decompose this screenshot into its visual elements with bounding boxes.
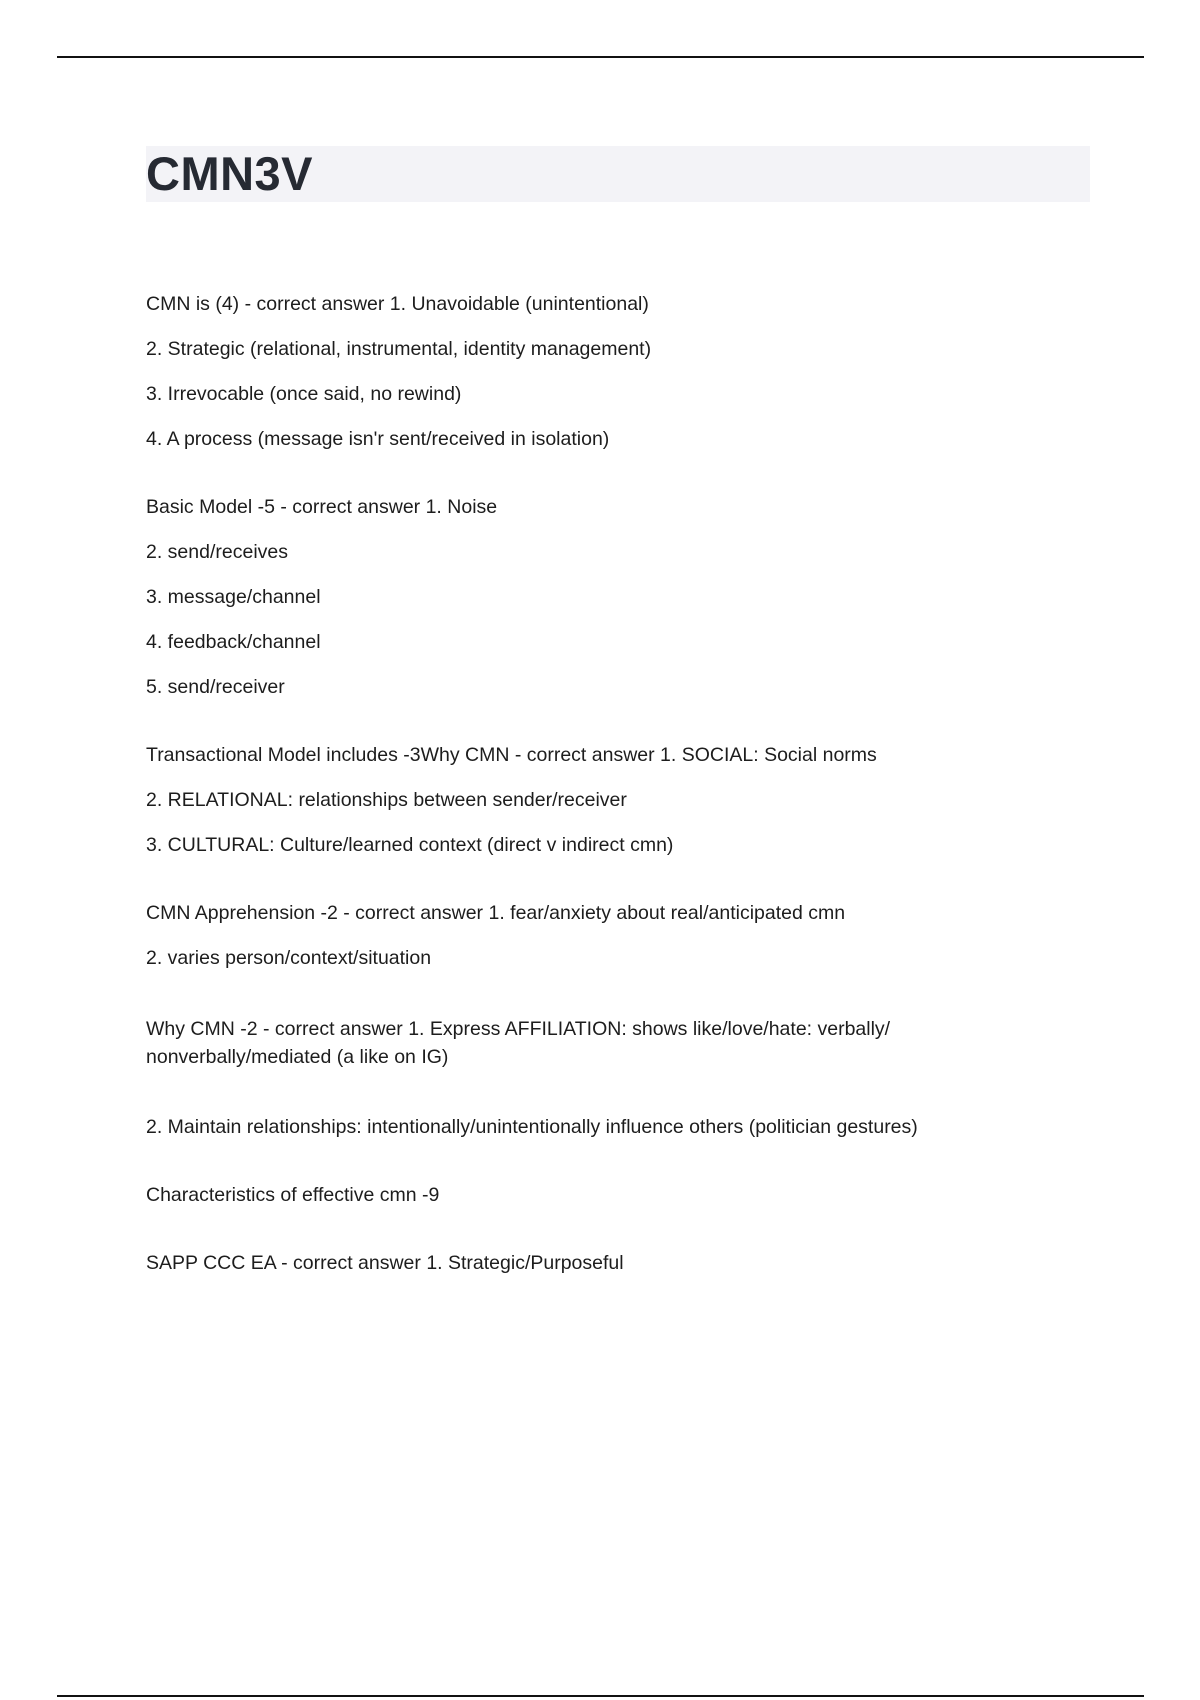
text-line: Basic Model -5 - correct answer 1. Noise xyxy=(146,496,498,518)
text-line: 4. feedback/channel xyxy=(146,631,321,653)
document-title: CMN3V xyxy=(146,147,314,200)
text-line: Why CMN -2 - correct answer 1. Express AFFILIATION: shows like/love/hate: verbally/ nonverbally/mediated (a like on IG) xyxy=(146,1018,891,1068)
text-line: CMN Apprehension -2 - correct answer 1. fear/anxiety about real/anticipated cmn xyxy=(146,902,846,924)
bottom-rule xyxy=(57,1695,1144,1697)
title-banner xyxy=(146,146,1090,202)
text-line: 2. Maintain relationships: intentionally/unintentionally influence others (politician gestures) xyxy=(146,1116,918,1138)
qa-block-characteristics xyxy=(146,1184,1096,1207)
text-line: 2. Strategic (relational, instrumental, identity management) xyxy=(146,338,652,360)
text-line: 3. message/channel xyxy=(146,586,321,608)
text-line: 5. send/receiver xyxy=(146,676,285,698)
qa-block-basic-model xyxy=(146,496,1096,699)
text-line: 2. RELATIONAL: relationships between sender/receiver xyxy=(146,789,627,811)
top-rule xyxy=(57,56,1144,58)
text-line: Characteristics of effective cmn -9 xyxy=(146,1184,440,1206)
text-line: CMN is (4) - correct answer 1. Unavoidable (unintentional) xyxy=(146,293,649,315)
text-line: Transactional Model includes -3Why CMN - correct answer 1. SOCIAL: Social norms xyxy=(146,744,877,766)
qa-block-cmn-is xyxy=(146,293,1096,451)
text-line: SAPP CCC EA - correct answer 1. Strategic/Purposeful xyxy=(146,1252,624,1274)
text-line: 4. A process (message isn'r sent/received in isolation) xyxy=(146,428,610,450)
text-line: 3. CULTURAL: Culture/learned context (direct v indirect cmn) xyxy=(146,834,674,856)
text-line: 3. Irrevocable (once said, no rewind) xyxy=(146,383,462,405)
qa-block-maintain-relationships xyxy=(146,1116,1096,1139)
text-line: 2. varies person/context/situation xyxy=(146,947,432,969)
qa-block-transactional-model xyxy=(146,744,1096,857)
qa-block-sapp xyxy=(146,1252,1096,1275)
text-line: 2. send/receives xyxy=(146,541,288,563)
qa-block-why-cmn xyxy=(146,1015,1096,1071)
document-body xyxy=(146,293,1096,1320)
qa-block-cmn-apprehension xyxy=(146,902,1096,970)
